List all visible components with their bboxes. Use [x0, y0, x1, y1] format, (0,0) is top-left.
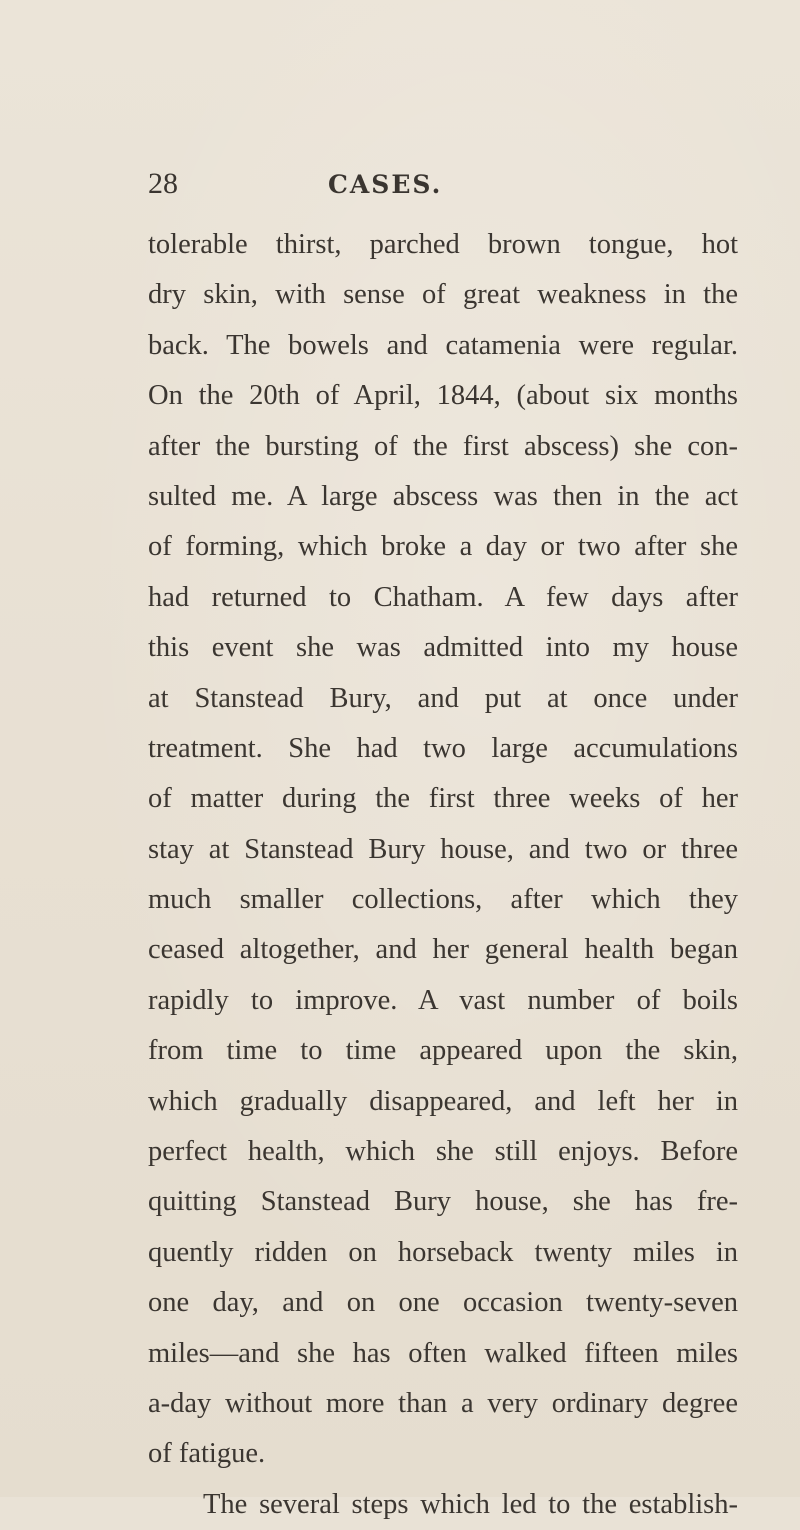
text-line: rapidly to improve. A vast number of boils: [148, 984, 738, 1016]
text-line: miles—and she has often walked fifteen miles: [148, 1337, 738, 1369]
text-line: perfect health, which she still enjoys. Before: [148, 1136, 738, 1168]
section-title: CASES.: [328, 170, 443, 199]
page-number: 28: [148, 167, 178, 200]
text-line: ceased altogether, and her general health began: [148, 934, 738, 966]
text-line: tolerable thirst, parched brown tongue, hot: [148, 229, 738, 260]
text-line: quitting Stanstead Bury house, she has fre-: [148, 1186, 738, 1218]
running-head: [148, 162, 738, 206]
text-line: of fatigue.: [148, 1438, 266, 1470]
text-line: stay at Stanstead Bury house, and two or three: [148, 833, 738, 865]
text-line: dry skin, with sense of great weakness in the: [148, 279, 738, 311]
body-text: [148, 220, 738, 1530]
text-line: sulted me. A large abscess was then in the act: [148, 480, 738, 512]
text-line: On the 20th of April, 1844, (about six months: [148, 380, 738, 412]
text-line: back. The bowels and catamenia were regular.: [148, 329, 738, 361]
text-line: of matter during the first three weeks of her: [148, 783, 738, 815]
text-line: this event she was admitted into my house: [148, 632, 738, 664]
text-line: which gradually disappeared, and left her in: [148, 1085, 738, 1117]
text-line: treatment. She had two large accumulations: [148, 732, 738, 764]
text-line: had returned to Chatham. A few days after: [148, 581, 738, 613]
text-line: much smaller collections, after which they: [148, 884, 738, 916]
text-line: The several steps which led to the establish-: [203, 1488, 738, 1520]
text-line: at Stanstead Bury, and put at once under: [148, 682, 738, 714]
text-line: of forming, which broke a day or two after she: [148, 531, 738, 563]
text-line: a-day without more than a very ordinary degree: [148, 1387, 738, 1419]
text-line: quently ridden on horseback twenty miles in: [148, 1236, 738, 1268]
text-line: from time to time appeared upon the skin,: [148, 1035, 738, 1067]
text-line: one day, and on one occasion twenty-seven: [148, 1287, 738, 1319]
text-line: after the bursting of the first abscess) she con-: [148, 430, 738, 462]
